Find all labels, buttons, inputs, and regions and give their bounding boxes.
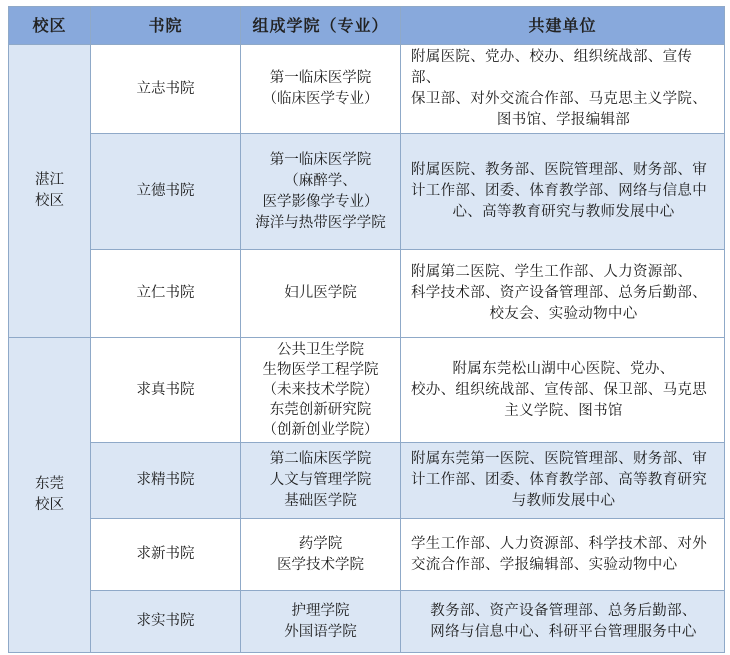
college-line: 海洋与热带医学学院 (255, 214, 386, 231)
campus-cell-zhanjiang (9, 45, 91, 338)
unit-line: 计工作部、团委、体育教学部、网络与信息中 (411, 183, 707, 199)
unit-line: 网络与信息中心、科研平台管理服务中心 (430, 623, 697, 640)
header-academy: 书院 (91, 7, 241, 45)
college-line: （临床医学专业） (262, 91, 379, 107)
academy-table (8, 6, 725, 653)
college-cell (241, 250, 401, 338)
unit-line: 交流合作部、学报编辑部、实验动物中心 (411, 556, 678, 573)
table-row (9, 45, 725, 134)
college-line: 基础医学院 (284, 493, 357, 509)
unit-line: 附属第二医院、学生工作部、人力资源部、 (411, 264, 693, 280)
units-cell (401, 443, 725, 519)
campus-name-line: 校区 (35, 193, 64, 209)
header-colleges: 组成学院（专业） (241, 7, 401, 45)
campus-name-line: 湛江 (35, 172, 64, 188)
college-cell (241, 45, 401, 134)
unit-line: 主义学院、图书馆 (504, 402, 623, 419)
header-row (9, 7, 725, 45)
college-line: 外国语学院 (284, 623, 357, 640)
college-line: （麻醉学、 (284, 172, 357, 189)
units-cell (401, 519, 725, 591)
campus-name-line: 东莞 (35, 476, 64, 492)
college-cell (241, 338, 401, 443)
college-cell (241, 591, 401, 653)
unit-line: 校友会、实验动物中心 (489, 306, 638, 322)
college-line: 妇儿医学院 (284, 285, 357, 301)
units-cell (401, 250, 725, 338)
unit-line: 与教师发展中心 (511, 493, 616, 509)
college-line: 药学院 (298, 535, 343, 552)
academy-name: 求真书院 (91, 338, 241, 443)
college-line: （创新创业学院） (262, 422, 379, 438)
unit-line: 心、高等教育研究与教师发展中心 (452, 204, 675, 220)
units-cell (401, 591, 725, 653)
header-campus: 校区 (9, 7, 91, 45)
academy-name: 立仁书院 (91, 250, 241, 338)
unit-line: 教务部、资产设备管理部、总务后勤部、 (430, 602, 697, 619)
college-line: 医学影像学专业） (262, 193, 379, 210)
table-row (9, 443, 725, 519)
unit-line: 附属东莞第一医院、医院管理部、财务部、审 (411, 451, 707, 467)
table-row (9, 338, 725, 443)
unit-line: 附属医院、党办、校办、组织统战部、宣传部、 (411, 49, 693, 86)
college-cell (241, 519, 401, 591)
unit-line: 图书馆、学报编辑部 (496, 112, 631, 128)
college-line: （未来技术学院） (262, 382, 379, 398)
college-line: 人文与管理学院 (269, 472, 372, 488)
unit-line: 计工作部、团委、体育教学部、高等教育研究 (411, 472, 707, 488)
table-row (9, 591, 725, 653)
units-cell (401, 338, 725, 443)
academy-name: 求精书院 (91, 443, 241, 519)
college-cell (241, 443, 401, 519)
unit-line: 科学技术部、资产设备管理部、总务后勤部、 (411, 285, 707, 301)
table-row (9, 134, 725, 250)
unit-line: 附属医院、教务部、医院管理部、财务部、审 (411, 162, 707, 178)
units-cell (401, 45, 725, 134)
academy-name: 求实书院 (91, 591, 241, 653)
college-line: 公共卫生学院 (277, 342, 364, 358)
college-line: 医学技术学院 (277, 556, 364, 573)
header-units: 共建单位 (401, 7, 725, 45)
unit-line: 校办、组织统战部、宣传部、保卫部、马克思 (411, 381, 707, 398)
college-line: 东莞创新研究院 (269, 402, 372, 418)
college-line: 第一临床医学院 (269, 70, 372, 86)
college-cell (241, 134, 401, 250)
unit-line: 保卫部、对外交流合作部、马克思主义学院、 (411, 91, 707, 107)
table-row (9, 519, 725, 591)
college-line: 第一临床医学院 (269, 151, 372, 168)
college-line: 护理学院 (291, 602, 350, 619)
unit-line: 学生工作部、人力资源部、科学技术部、对外 (411, 535, 707, 552)
campus-cell-dongguan (9, 338, 91, 653)
academy-name: 求新书院 (91, 519, 241, 591)
unit-line: 附属东莞松山湖中心医院、党办、 (452, 360, 675, 377)
table-row (9, 250, 725, 338)
academy-name: 立志书院 (91, 45, 241, 134)
campus-name-line: 校区 (35, 497, 64, 513)
college-line: 第二临床医学院 (269, 451, 372, 467)
units-cell (401, 134, 725, 250)
academy-name: 立德书院 (91, 134, 241, 250)
college-line: 生物医学工程学院 (262, 362, 379, 378)
